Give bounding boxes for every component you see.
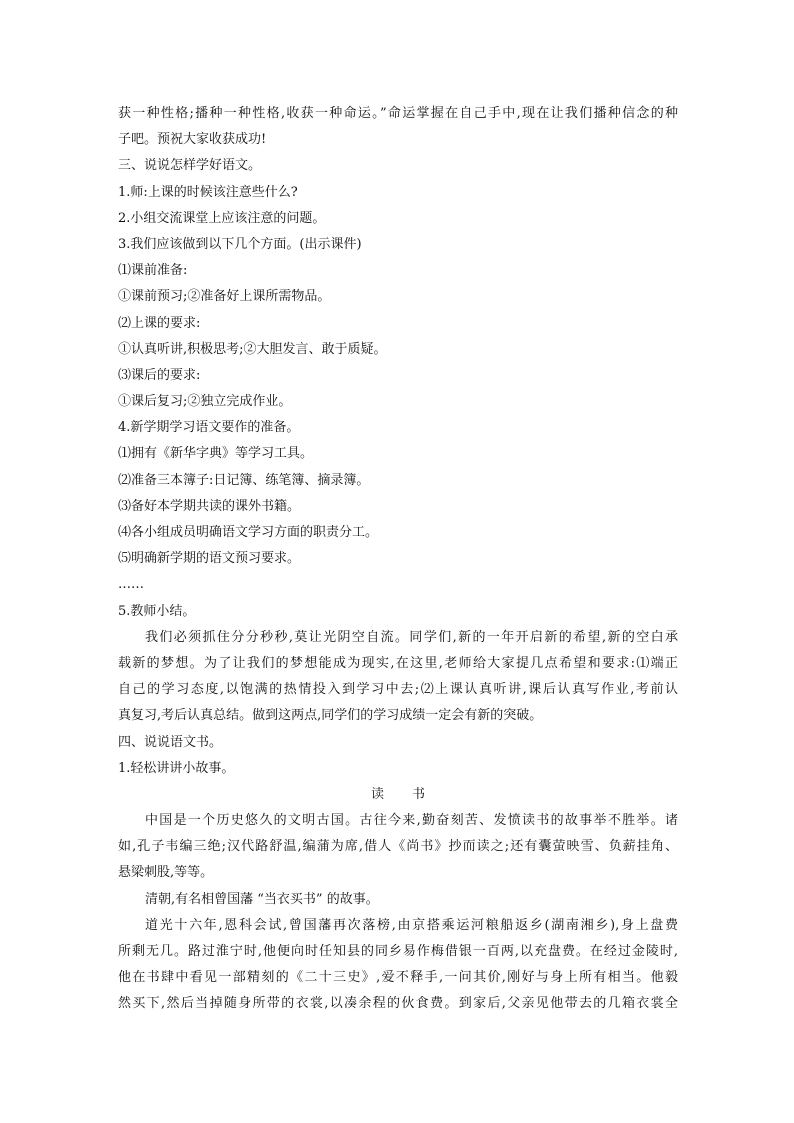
story-paragraph-line: 清朝,有名相曾国藩 “当衣买书” 的故事。: [145, 891, 379, 907]
story-title: [118, 782, 678, 808]
list-item: ⑶备好本学期共读的课外书籍。: [118, 498, 301, 514]
story-paragraph-line: 所剩无几。路过淮宁时,他便向时任知县的同乡易作梅借银一百两,以充盘费。在经过金陵时,: [118, 944, 678, 959]
summary-line: 真复习,考后认真总结。做到这两点,同学们的学习成绩一定会有新的突破。: [118, 708, 543, 724]
list-item: ……: [118, 577, 144, 593]
list-item: ⑵上课的要求:: [118, 315, 201, 331]
list-item: ⑵准备三本簿子:日记簿、练笔簿、摘录簿。: [118, 472, 370, 488]
story-paragraph-line: 他在书肆中看见一部精刻的《二十三史》,爱不释手,一问其价,刚好与身上所有相当。他毅: [118, 970, 678, 986]
document-body: [118, 101, 678, 1018]
summary-line: 我们必须抓住分分秒秒,莫让光阴空自流。同学们,新的一年开启新的希望,新的空白承: [145, 629, 678, 645]
list-item: ⑶课后的要求:: [118, 367, 201, 383]
list-item: 5.教师小结。: [118, 603, 196, 619]
story-paragraph-line: 如,孔子韦编三绝;汉代路舒温,编蒲为席,借人《尚书》抄而读之;还有囊萤映雪、负薪挂角、: [118, 839, 678, 855]
story-paragraph-line: 中国是一个历史悠久的文明古国。古往今来,勤奋刻苦、发愤读书的故事举不胜举。诸: [145, 813, 678, 829]
list-item: ①课后复习;②独立完成作业。: [118, 394, 292, 410]
story-paragraph-line: 道光十六年,恩科会试,曾国藩再次落榜,由京搭乘运河粮船返乡(湖南湘乡),身上盘费: [145, 917, 678, 933]
list-item: ⑴课前准备:: [118, 263, 188, 279]
section4-heading: 四、说说语文书。: [118, 734, 223, 750]
list-item: ⑷各小组成员明确语文学习方面的职责分工。: [118, 525, 379, 540]
list-item: ①课前预习;②准备好上课所需物品。: [118, 289, 331, 305]
summary-line: 载新的梦想。为了让我们的梦想能成为现实,在这里,老师给大家提几点希望和要求:⑴端正: [118, 655, 678, 671]
story-title-char: 读: [370, 786, 384, 802]
list-item: 4.新学期学习语文要作的准备。: [118, 420, 300, 436]
section3-heading: 三、说说怎样学好语文。: [118, 158, 262, 174]
story-paragraph-line: 悬梁刺股,等等。: [118, 865, 214, 881]
list-item: ①认真听讲,积极思考;②大胆发言、敢于质疑。: [118, 341, 387, 357]
section4-item: 1.轻松讲讲小故事。: [118, 760, 235, 776]
list-item: 3.我们应该做到以下几个方面。(出示课件): [118, 236, 362, 252]
story-paragraph-line: 然买下,然后当掉随身所带的衣裳,以凑余程的伙食费。到家后,父亲见他带去的几箱衣裳全: [118, 996, 678, 1012]
intro-line: 子吧。预祝大家收获成功!: [118, 132, 267, 148]
list-item: ⑸明确新学期的语文预习要求。: [118, 551, 301, 567]
list-item: 1.师:上课的时候该注意些什么?: [118, 184, 298, 200]
summary-line: 自己的学习态度,以饱满的热情投入到学习中去;⑵上课认真听讲,课后认真写作业,考前认: [118, 682, 678, 698]
story-title-char: 书: [412, 786, 426, 802]
list-item: ⑴拥有《新华字典》等学习工具。: [118, 446, 314, 462]
intro-line: 获一种性格;播种一种性格,收获一种命运。”命运掌握在自己手中,现在让我们播种信念的种: [118, 106, 678, 121]
list-item: 2.小组交流课堂上应该注意的问题。: [118, 210, 326, 226]
